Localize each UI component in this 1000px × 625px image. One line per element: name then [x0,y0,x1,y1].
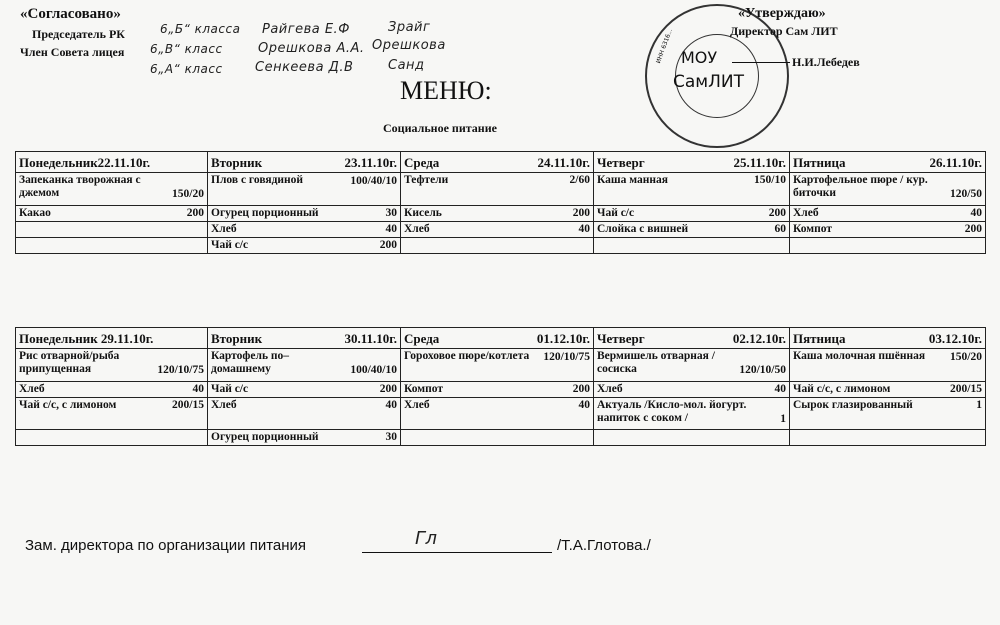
menu-item: Тефтели 2/60 [401,173,594,206]
menu-item: Картофель по–домашнему 100/40/10 [208,349,401,382]
table-row [16,206,986,222]
director-name: Н.И.Лебедев [792,55,860,69]
menu-item [16,238,208,254]
menu-item: Компот 200 [790,222,986,238]
class-a-label: 6„А“ класс [150,62,223,76]
class-b-signature: Зрайг [388,20,431,35]
menu-item: Чай с/с, с лимоном 200/15 [790,382,986,398]
menu-item: Хлеб 40 [208,398,401,430]
menu-subheading: Социальное питание [383,121,497,135]
menu-item [16,222,208,238]
menu-item: Чай с/с 200 [594,206,790,222]
footer-signature: Гл [415,528,438,549]
menu-item [401,238,594,254]
stamp-line2: СамЛИТ [673,72,744,92]
chair-label: Председатель РК [32,27,125,41]
class-a-signature: Санд [388,58,425,73]
menu-item: Каша молочная пшённая 150/20 [790,349,986,382]
footer-signature-line [362,552,552,553]
menu-item: Рис отварной/рыба припущенная 120/10/75 [16,349,208,382]
menu-item: Вермишель отварная / сосиска 120/10/50 [594,349,790,382]
footer-label: Зам. директора по организации питания [25,537,307,554]
menu-item: Хлеб 40 [401,222,594,238]
director-signature-line [732,62,790,63]
menu-item: Актуаль /Кисло-мол. йогурт. напиток с соком / 1 [594,398,790,430]
day-header: Понедельник 29.11.10г. [16,328,208,349]
day-header: Пятница 26.11.10г. [790,152,986,173]
table-row [16,173,986,206]
menu-item: Хлеб 40 [790,206,986,222]
menu-item: Сырок глазированный 1 [790,398,986,430]
menu-item [401,430,594,446]
stamp-line1: МОУ [681,48,718,67]
day-header: Среда 01.12.10г. [401,328,594,349]
menu-item: Запеканка творожная с джемом 150/20 [16,173,208,206]
menu-heading: МЕНЮ: [400,76,492,105]
table-row [16,382,986,398]
stamp-ring-text: ИНН 6316... [655,27,675,65]
menu-item: Чай с/с 200 [208,238,401,254]
menu-item: Хлеб 40 [208,222,401,238]
table-row [16,222,986,238]
menu-item: Хлеб 40 [594,382,790,398]
menu-table-week1 [15,151,986,254]
menu-item: Компот 200 [401,382,594,398]
menu-table-week2 [15,327,986,446]
approval-right-title: «Утверждаю» [738,6,826,21]
menu-item: Чай с/с 200 [208,382,401,398]
day-header: Вторник 23.11.10г. [208,152,401,173]
menu-item: Чай с/с, с лимоном 200/15 [16,398,208,430]
menu-item: Каша манная 150/10 [594,173,790,206]
menu-item: Плов с говядиной 100/40/10 [208,173,401,206]
approval-left-title: «Согласовано» [20,6,121,22]
menu-item: Кисель 200 [401,206,594,222]
director-position: Директор Сам ЛИТ [730,24,838,38]
menu-item: Слойка с вишней 60 [594,222,790,238]
class-v-label: 6„В“ класс [150,42,223,56]
menu-item [594,430,790,446]
menu-item [790,430,986,446]
council-label: Член Совета лицея [20,45,125,59]
class-a-name: Сенкеева Д.В [255,60,354,75]
table-row [16,398,986,430]
class-b-name: Райгева Е.Ф [262,22,350,37]
table-row [16,349,986,382]
day-header: Вторник 30.11.10г. [208,328,401,349]
footer-name: /Т.А.Глотова./ [557,537,651,554]
menu-item: Огурец порционный 30 [208,430,401,446]
table-row [16,238,986,254]
day-header: Четверг 02.12.10г. [594,328,790,349]
day-header: Четверг 25.11.10г. [594,152,790,173]
menu-item: Хлеб 40 [401,398,594,430]
menu-item: Огурец порционный 30 [208,206,401,222]
menu-item: Какао 200 [16,206,208,222]
menu-item: Хлеб 40 [16,382,208,398]
table-row [16,430,986,446]
class-v-signature: Орешкова [372,38,446,53]
menu-item [16,430,208,446]
day-header: Понедельник22.11.10г. [16,152,208,173]
class-v-name: Орешкова А.А. [258,41,365,56]
day-header: Пятница 03.12.10г. [790,328,986,349]
menu-item: Картофельное пюре / кур. биточки 120/50 [790,173,986,206]
menu-item [790,238,986,254]
day-header: Среда 24.11.10г. [401,152,594,173]
class-b-label: 6„Б“ класса [160,22,241,36]
menu-item [594,238,790,254]
menu-item: Гороховое пюре/котлета 120/10/75 [401,349,594,382]
